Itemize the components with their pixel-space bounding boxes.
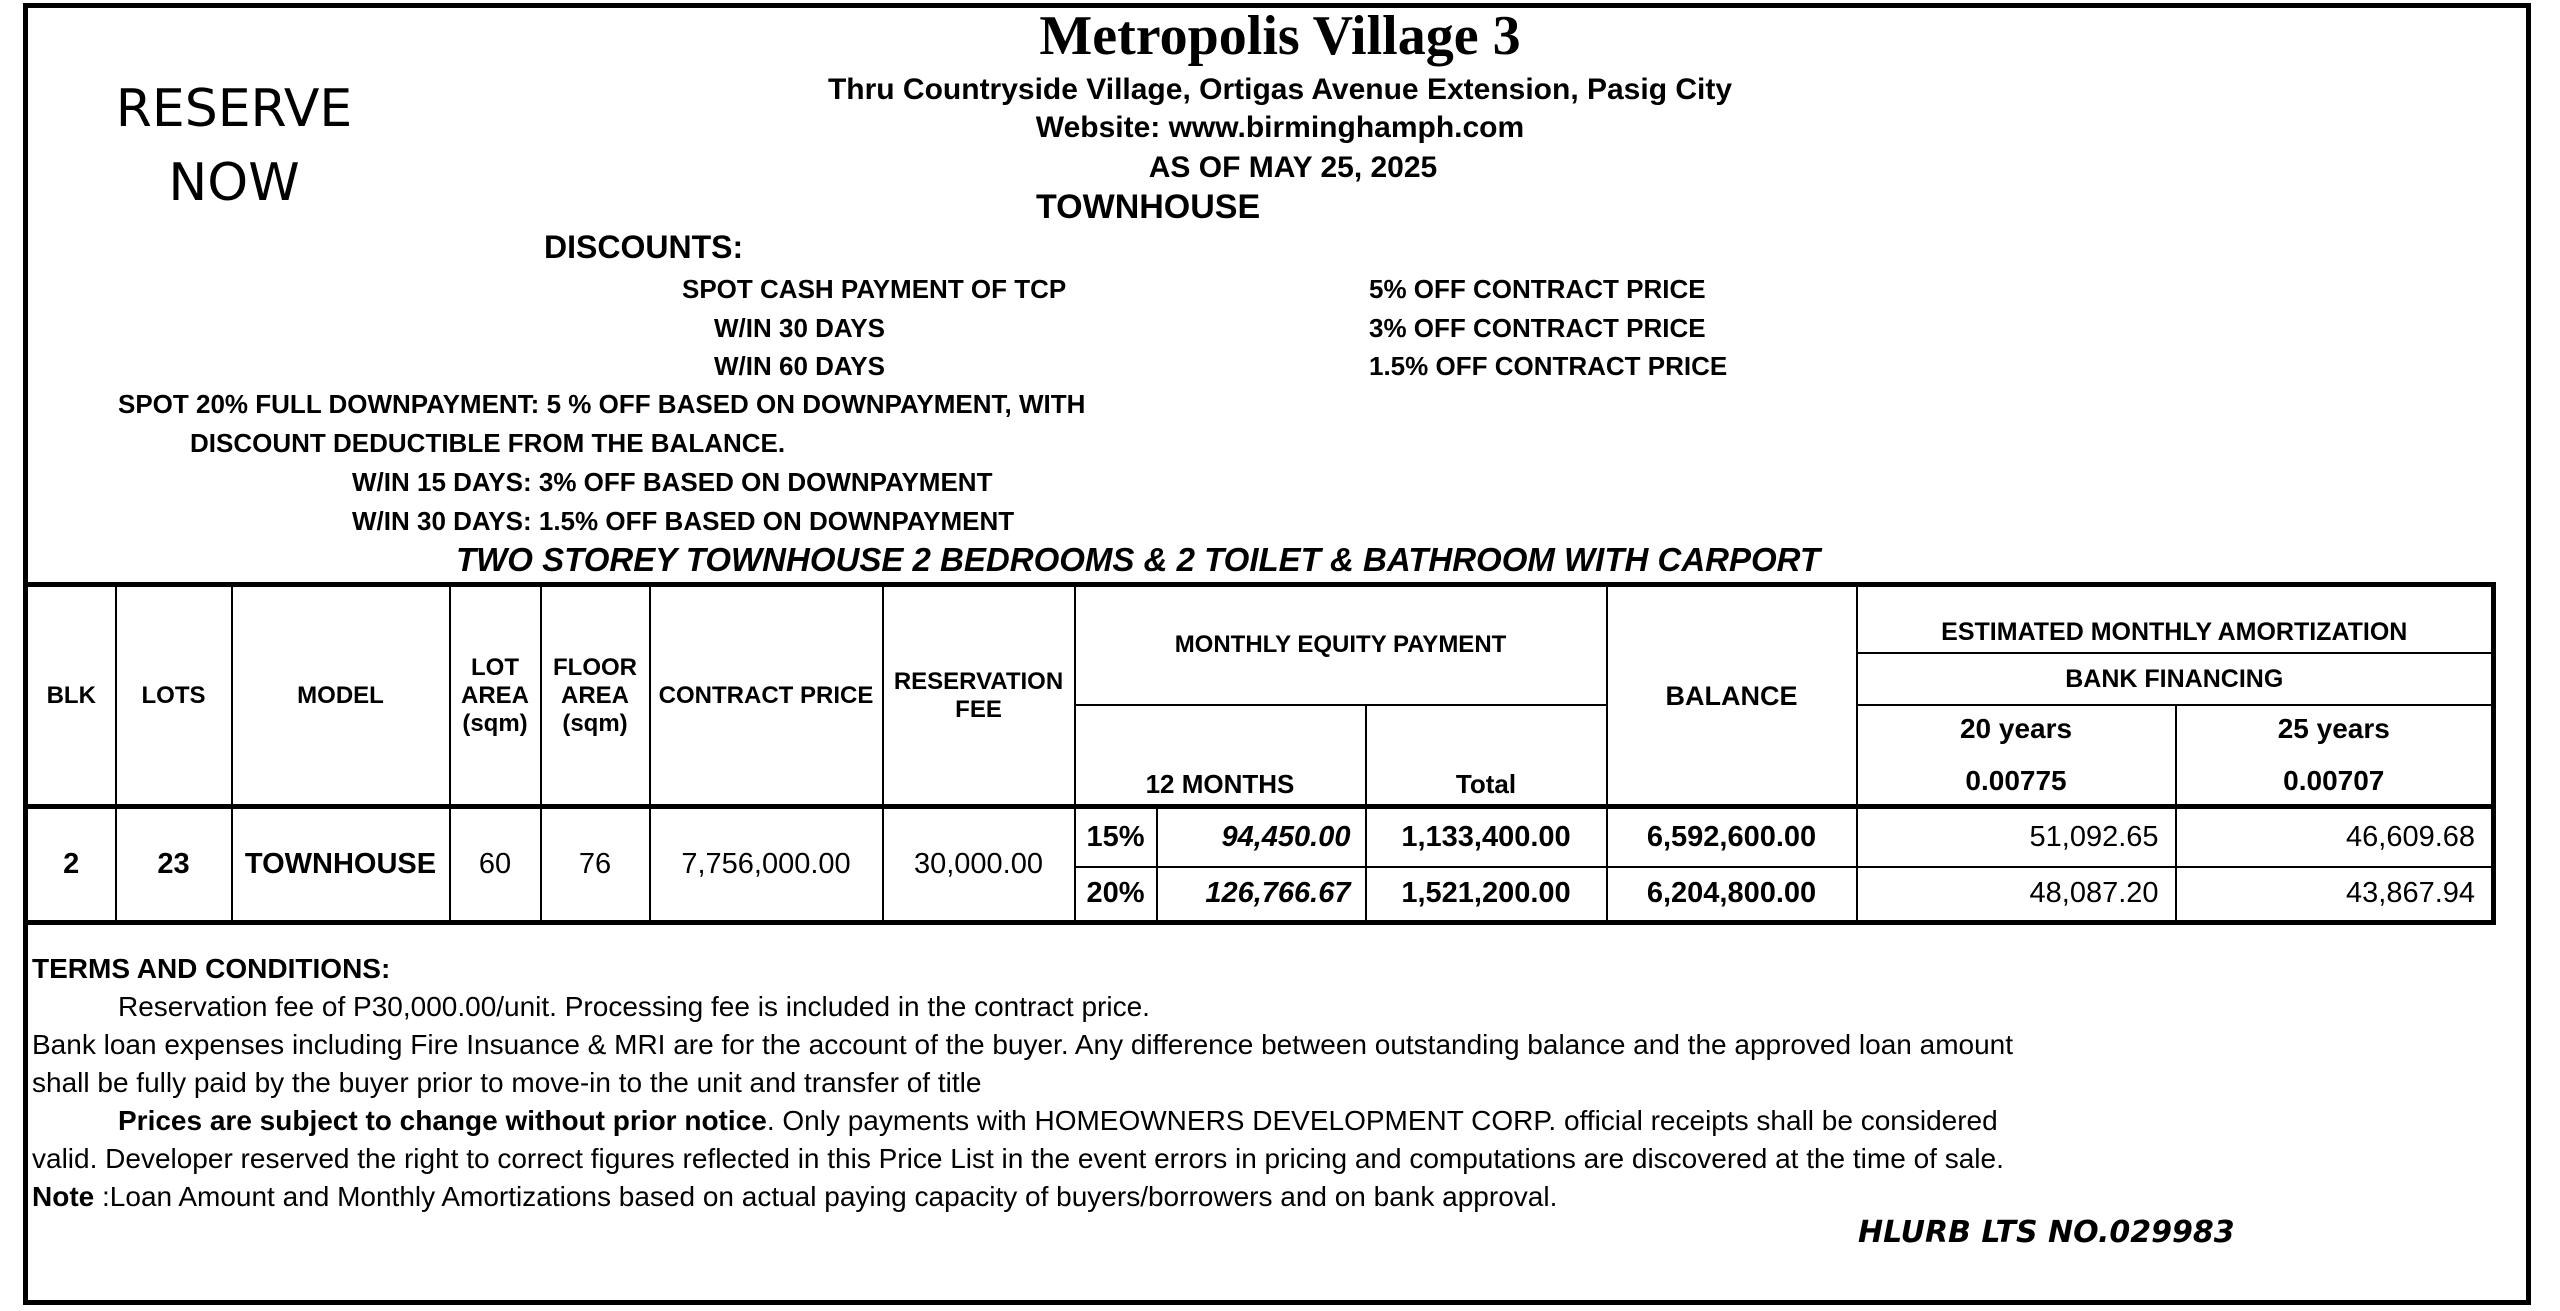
- terms-line: shall be fully paid by the buyer prior to move-in to the unit and transfer of title: [32, 1067, 982, 1098]
- cell-contract-price: 7,756,000.00: [650, 807, 883, 923]
- cell-amort-20: 51,092.65: [1857, 807, 2176, 867]
- header-reservation-fee-line: RESERVATION: [893, 667, 1064, 695]
- header-lots: LOTS: [116, 585, 232, 807]
- as-of-date: AS OF MAY 25, 2025: [1148, 151, 1438, 184]
- price-table: [23, 582, 2496, 925]
- cell-percent: 20%: [1075, 867, 1157, 923]
- cell-lot-area: 60: [450, 807, 541, 923]
- cell-monthly-equity: 126,766.67: [1157, 867, 1366, 923]
- downpayment-within-15: W/IN 15 DAYS: 3% OFF BASED ON DOWNPAYMENT: [352, 467, 993, 497]
- note-text: :Loan Amount and Monthly Amortizations based on actual paying capacity of buyers/borrowers and on bank approval.: [94, 1181, 1558, 1212]
- cell-balance: 6,592,600.00: [1607, 807, 1857, 867]
- header-lot-area: [450, 585, 541, 807]
- header-monthly-equity: MONTHLY EQUITY PAYMENT: [1075, 585, 1607, 705]
- cell-amort-20: 48,087.20: [1857, 867, 2176, 923]
- downpayment-discount-line1: SPOT 20% FULL DOWNPAYMENT: 5 % OFF BASED ON DOWNPAYMENT, WITH: [118, 389, 1086, 419]
- page-title: Metropolis Village 3: [1039, 5, 1521, 67]
- cell-amort-25: 43,867.94: [2176, 867, 2494, 923]
- header-25-years-label: 25 years: [2277, 712, 2390, 744]
- header-estimated-amortization: ESTIMATED MONTHLY AMORTIZATION: [1857, 585, 2494, 653]
- header-reservation-fee: [883, 585, 1075, 807]
- discount-label: W/IN 30 DAYS: [714, 313, 885, 343]
- cell-floor-area: 76: [541, 807, 650, 923]
- website-line: Website: www.birminghamph.com: [1035, 111, 1525, 144]
- header-25-years: [2176, 705, 2494, 807]
- discount-label: SPOT CASH PAYMENT OF TCP: [682, 274, 1067, 304]
- cell-amort-25: 46,609.68: [2176, 807, 2494, 867]
- hlurb-license: HLURB LTS NO.029983: [1858, 1215, 2235, 1250]
- terms-emphasis: Prices are subject to change without prior notice: [118, 1105, 767, 1136]
- discount-label: W/IN 60 DAYS: [714, 351, 885, 381]
- cell-equity-total: 1,521,200.00: [1366, 867, 1607, 923]
- header-lot-area-line: LOT: [471, 653, 519, 681]
- terms-line-rest: . Only payments with HOMEOWNERS DEVELOPMENT CORP. official receipts shall be considered: [766, 1105, 1998, 1136]
- address-line: Thru Countryside Village, Ortigas Avenue Extension, Pasig City: [827, 73, 1733, 106]
- header-floor-area-line: FLOOR: [553, 653, 637, 681]
- header-20-years: [1857, 705, 2176, 807]
- category-label: TOWNHOUSE: [1036, 188, 1261, 226]
- terms-heading: TERMS AND CONDITIONS:: [32, 953, 391, 984]
- terms-line: Reservation fee of P30,000.00/unit. Processing fee is included in the contract price.: [118, 991, 1150, 1022]
- terms-line: valid. Developer reserved the right to correct figures reflected in this Price List in the event errors in pricing and computations are discovered at the time of sale.: [32, 1143, 2004, 1174]
- header-floor-area: [541, 585, 650, 807]
- discount-value: 5% OFF CONTRACT PRICE: [1369, 274, 1706, 304]
- cell-percent: 15%: [1075, 807, 1157, 867]
- header-blk: BLK: [26, 585, 116, 807]
- header-lot-area-line: AREA: [460, 681, 529, 709]
- unit-headline: TWO STOREY TOWNHOUSE 2 BEDROOMS & 2 TOILET & BATHROOM WITH CARPORT: [456, 541, 1821, 578]
- header-20-years-label: 20 years: [1959, 712, 2073, 744]
- discounts-heading: DISCOUNTS:: [544, 229, 744, 265]
- header-reservation-fee-line: FEE: [955, 695, 1002, 723]
- discount-value: 1.5% OFF CONTRACT PRICE: [1369, 351, 1728, 381]
- downpayment-discount-line2: DISCOUNT DEDUCTIBLE FROM THE BALANCE.: [190, 428, 786, 458]
- header-lot-area-line: (sqm): [462, 709, 528, 737]
- header-total: Total: [1366, 705, 1607, 807]
- terms-line: [32, 1102, 2013, 1140]
- rate-25-years: 0.00707: [2283, 764, 2385, 796]
- reserve-now-line2: NOW: [168, 153, 300, 213]
- cell-monthly-equity: 94,450.00: [1157, 807, 1366, 867]
- cell-lots: 23: [116, 807, 232, 923]
- terms-note: [32, 1178, 2013, 1216]
- header-balance: BALANCE: [1607, 585, 1857, 807]
- terms-section: [32, 950, 2013, 1216]
- header-contract-price: CONTRACT PRICE: [650, 585, 883, 807]
- note-label: Note: [32, 1181, 95, 1212]
- cell-balance: 6,204,800.00: [1607, 867, 1857, 923]
- reserve-now-line1: RESERVE: [115, 79, 353, 139]
- terms-line: Bank loan expenses including Fire Insuance & MRI are for the account of the buyer. Any difference between outstanding balance and the approved loan amount: [32, 1029, 2014, 1060]
- header-12-months: 12 MONTHS: [1075, 705, 1366, 807]
- cell-equity-total: 1,133,400.00: [1366, 807, 1607, 867]
- cell-model: TOWNHOUSE: [232, 807, 450, 923]
- header-floor-area-line: AREA: [560, 681, 629, 709]
- cell-blk: 2: [26, 807, 116, 923]
- header-floor-area-line: (sqm): [562, 709, 628, 737]
- header-bank-financing: BANK FINANCING: [1857, 653, 2494, 705]
- downpayment-within-30: W/IN 30 DAYS: 1.5% OFF BASED ON DOWNPAYMENT: [352, 506, 1015, 536]
- rate-20-years: 0.00775: [1965, 764, 2067, 796]
- discount-value: 3% OFF CONTRACT PRICE: [1369, 313, 1706, 343]
- cell-reservation-fee: 30,000.00: [883, 807, 1075, 923]
- header-model: MODEL: [232, 585, 450, 807]
